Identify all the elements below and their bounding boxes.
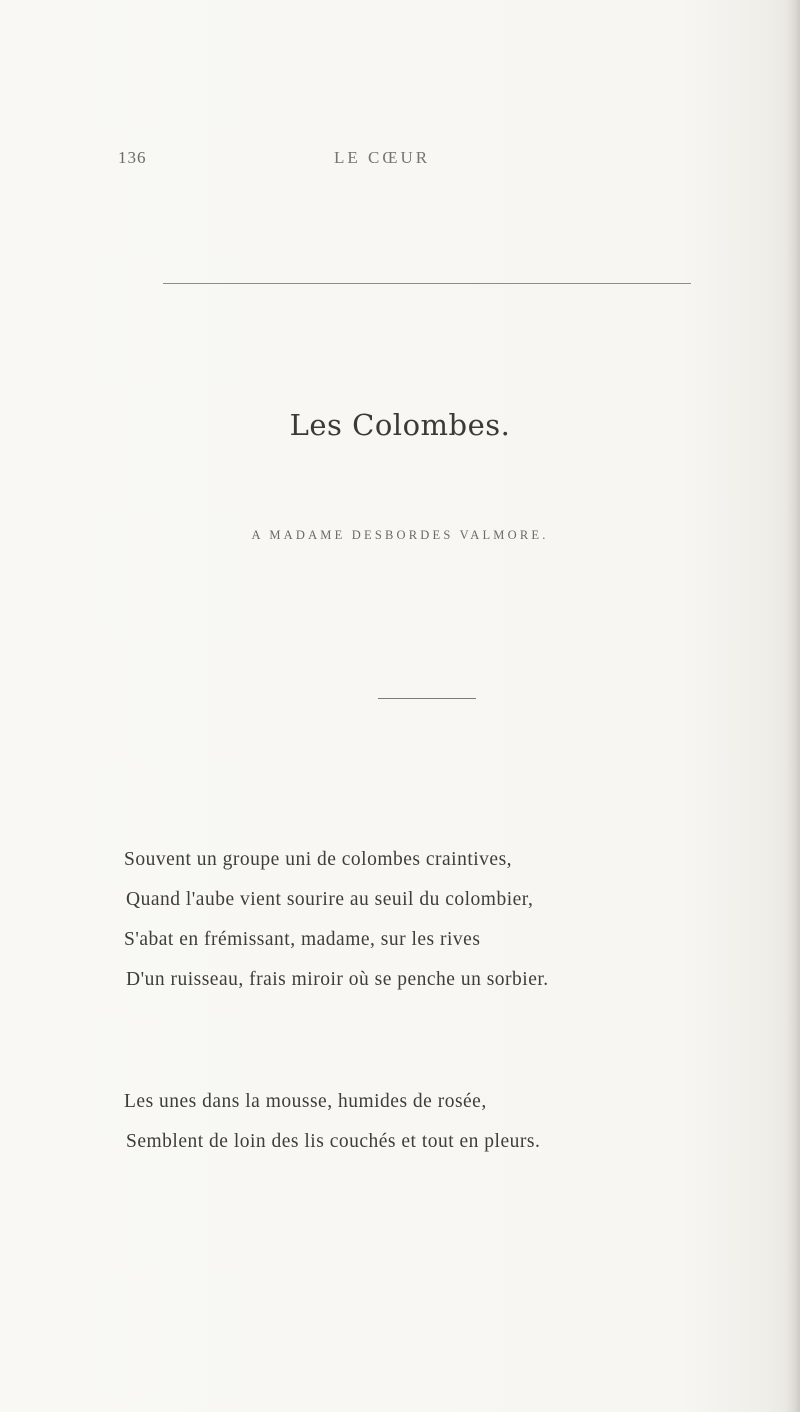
- page-edge-shadow: [786, 0, 800, 1412]
- running-head: [0, 148, 800, 178]
- verse-line: D'un ruisseau, frais miroir où se penche un sorbier.: [126, 969, 549, 990]
- verse-line: S'abat en frémissant, madame, sur les rives: [124, 929, 481, 950]
- stanza-1: [124, 840, 549, 1000]
- stanza-2: [124, 1082, 540, 1162]
- header-rule: [163, 283, 691, 284]
- verse-line: Souvent un groupe uni de colombes craintives,: [124, 849, 513, 870]
- running-title: LE CŒUR: [334, 148, 431, 167]
- title-rule: [378, 698, 476, 699]
- poem-dedication: A MADAME DESBORDES VALMORE.: [251, 528, 549, 542]
- page-number: 136: [118, 148, 147, 167]
- verse-line: Quand l'aube vient sourire au seuil du colombier,: [126, 889, 534, 910]
- poem-title: Les Colombes.: [289, 408, 511, 442]
- verse-line: Les unes dans la mousse, humides de rosée,: [124, 1091, 487, 1112]
- verse-line: Semblent de loin des lis couchés et tout en pleurs.: [126, 1131, 541, 1152]
